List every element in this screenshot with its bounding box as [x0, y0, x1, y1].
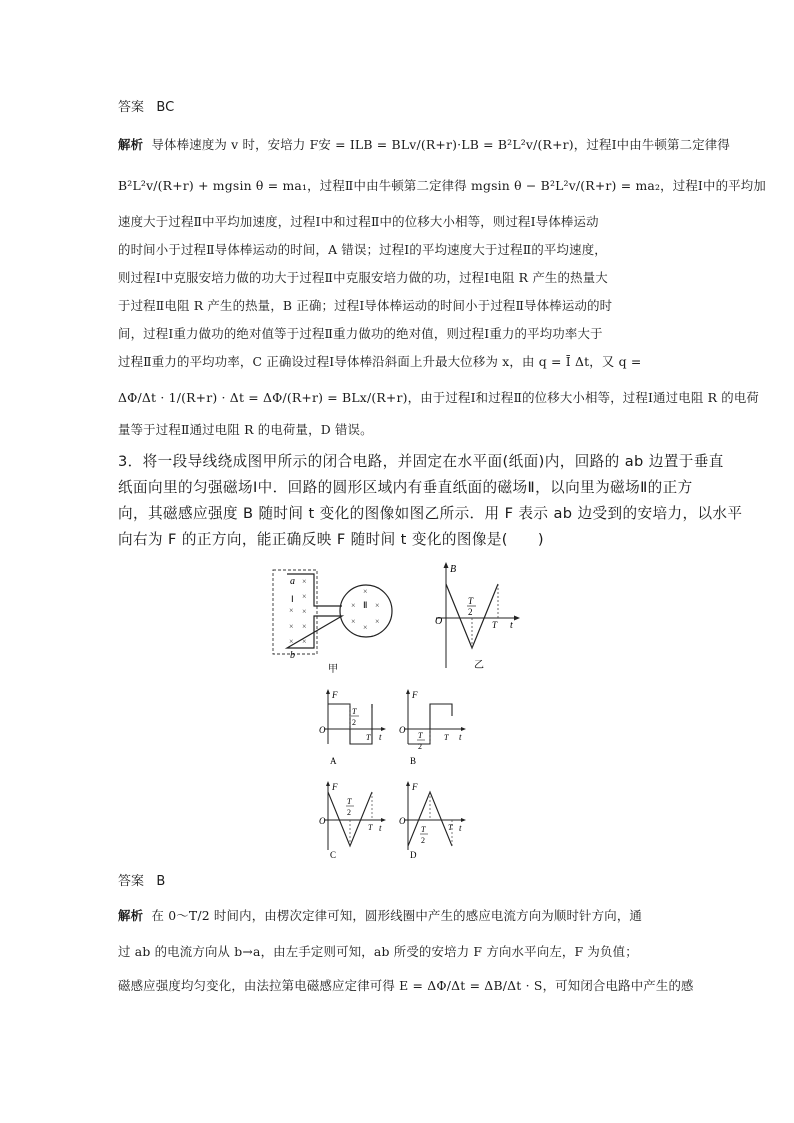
svg-text:T: T [444, 733, 449, 742]
answer-value: B [156, 874, 166, 889]
option-d-caption: D [410, 850, 417, 860]
label-b: b [290, 650, 295, 661]
svg-text:T: T [492, 620, 498, 630]
svg-text:F: F [332, 782, 338, 792]
option-d-graph[interactable] [396, 778, 468, 862]
svg-text:×: × [351, 617, 356, 626]
solution-1-line-2: B²L²v/(R+r) + mgsin θ = ma₁，过程Ⅱ中由牛顿第二定律得 mgsin θ − B²L²v/(R+r) = ma₂，过程Ⅰ中的平均加 [118, 178, 766, 193]
svg-text:2: 2 [418, 742, 422, 751]
svg-text:×: × [289, 637, 294, 646]
label-region-2: Ⅱ [363, 600, 368, 610]
answer-3 [118, 870, 165, 889]
svg-text:×: × [289, 606, 294, 615]
svg-text:T: T [368, 823, 373, 832]
answer-value: BC [156, 100, 175, 115]
svg-text:×: × [363, 587, 368, 596]
svg-text:2: 2 [352, 718, 356, 727]
svg-text:t: t [459, 732, 462, 742]
svg-text:×: × [289, 622, 294, 631]
magnetic-field-1-region [273, 570, 317, 654]
svg-text:×: × [302, 607, 307, 616]
solution-1-line-10: 量等于过程Ⅱ通过电阻 R 的电荷量，D 错误。 [118, 422, 373, 437]
answer-1 [118, 96, 174, 115]
solution-1-line-3: 速度大于过程Ⅱ中平均加速度，过程Ⅰ中和过程Ⅱ中的位移大小相等，则过程Ⅰ导体棒运动 [118, 214, 599, 229]
svg-text:×: × [375, 617, 380, 626]
option-c-caption: C [330, 850, 337, 860]
question-3-line-2: 纸面向里的匀强磁场Ⅰ中．回路的圆形区域内有垂直纸面的磁场Ⅱ，以向里为磁场Ⅱ的正方 [118, 479, 693, 496]
question-3-line-3: 向，其磁感应强度 B 随时间 t 变化的图像如图乙所示．用 F 表示 ab 边受到的安培力，以水平 [118, 505, 743, 522]
svg-text:×: × [302, 577, 307, 586]
label-region-1: Ⅰ [291, 594, 294, 604]
svg-text:2: 2 [468, 607, 473, 617]
svg-text:O: O [319, 816, 326, 826]
svg-text:2: 2 [421, 836, 425, 845]
svg-text:O: O [399, 816, 406, 826]
svg-text:t: t [379, 823, 382, 833]
answer-label: 答案 [118, 100, 145, 115]
circuit-wire [287, 574, 342, 648]
solution-1-line-6: 于过程Ⅱ电阻 R 产生的热量，B 正确；过程Ⅰ导体棒运动的时间小于过程Ⅱ导体棒运动的时 [118, 298, 613, 313]
solution-3-line-2: 过 ab 的电流方向从 b→a，由左手定则可知，ab 所受的安培力 F 方向水平向左，F 为负值； [118, 944, 638, 959]
svg-text:T: T [347, 797, 352, 806]
option-b-caption: B [410, 756, 417, 766]
option-c-graph[interactable] [316, 778, 388, 862]
svg-text:O: O [319, 725, 326, 735]
solution-label: 解析 [118, 908, 144, 923]
label-a: a [290, 576, 295, 587]
answer-label: 答案 [118, 874, 145, 889]
option-b-graph[interactable] [396, 686, 468, 770]
svg-text:T: T [468, 596, 474, 606]
svg-text:T: T [418, 731, 423, 740]
svg-text:×: × [351, 601, 356, 610]
svg-text:t: t [379, 732, 382, 742]
solution-1-line-7: 间，过程Ⅰ重力做功的绝对值等于过程Ⅱ重力做功的绝对值，则过程Ⅰ重力的平均功率大于 [118, 326, 603, 341]
svg-text:O: O [399, 725, 406, 735]
svg-text:F: F [412, 690, 418, 700]
option-a-caption: A [330, 756, 337, 766]
caption-jia: 甲 [328, 664, 338, 674]
option-a-graph[interactable] [316, 686, 388, 770]
svg-text:t: t [459, 823, 462, 833]
question-3-line-1: 3．将一段导线绕成图甲所示的闭合电路，并固定在水平面(纸面)内，回路的 ab 边置于垂直 [118, 453, 724, 470]
question-3-line-4: 向右为 F 的正方向，能正确反映 F 随时间 t 变化的图像是( ) [118, 531, 544, 548]
svg-text:×: × [375, 601, 380, 610]
solution-1-line-8: 过程Ⅱ重力的平均功率，C 正确设过程Ⅰ导体棒沿斜面上升最大位移为 x，由 q = Ī Δt，又 q = [118, 354, 642, 369]
figure-jia-circuit [270, 562, 412, 674]
svg-text:×: × [302, 622, 307, 631]
caption-yi: 乙 [474, 660, 484, 671]
svg-text:T: T [366, 733, 371, 742]
svg-text:2: 2 [347, 808, 351, 817]
solution-3-line-1: 解析 在 0～T/2 时间内，由楞次定律可知，圆形线圈中产生的感应电流方向为顺时针方向，通 [118, 908, 643, 923]
solution-1-line-1: 解析 导体棒速度为 v 时，安培力 F安 = ILB = BLv/(R+r)·LB = B²L²v/(R+r)，过程Ⅰ中由牛顿第二定律得 [118, 137, 730, 152]
svg-text:×: × [302, 637, 307, 646]
svg-text:B: B [450, 564, 457, 575]
solution-3-line-3: 磁感应强度均匀变化，由法拉第电磁感应定律可得 E = ΔΦ/Δt = ΔB/Δt · S，可知闭合电路中产生的感 [118, 978, 694, 993]
svg-text:×: × [363, 623, 368, 632]
solution-1-line-9: ΔΦ/Δt · 1/(R+r) · Δt = ΔΦ/(R+r) = BLx/(R+r)，由于过程Ⅰ和过程Ⅱ的位移大小相等，过程Ⅰ通过电阻 R 的电荷 [118, 390, 760, 405]
field-crosses [289, 577, 380, 646]
solution-label: 解析 [118, 137, 144, 152]
svg-text:O: O [435, 616, 443, 627]
solution-1-line-5: 则过程Ⅰ中克服安培力做的功大于过程Ⅱ中克服安培力做的功，过程Ⅰ电阻 R 产生的热量大 [118, 270, 608, 285]
svg-text:T: T [448, 823, 453, 832]
svg-text:F: F [412, 782, 418, 792]
svg-text:F: F [332, 690, 338, 700]
svg-text:T: T [421, 825, 426, 834]
svg-text:t: t [510, 620, 513, 631]
svg-text:×: × [302, 592, 307, 601]
figure-yi-graph [428, 560, 528, 678]
solution-1-line-4: 的时间小于过程Ⅱ导体棒运动的时间，A 错误；过程Ⅰ的平均速度大于过程Ⅱ的平均速度， [118, 242, 607, 257]
svg-text:T: T [352, 707, 357, 716]
